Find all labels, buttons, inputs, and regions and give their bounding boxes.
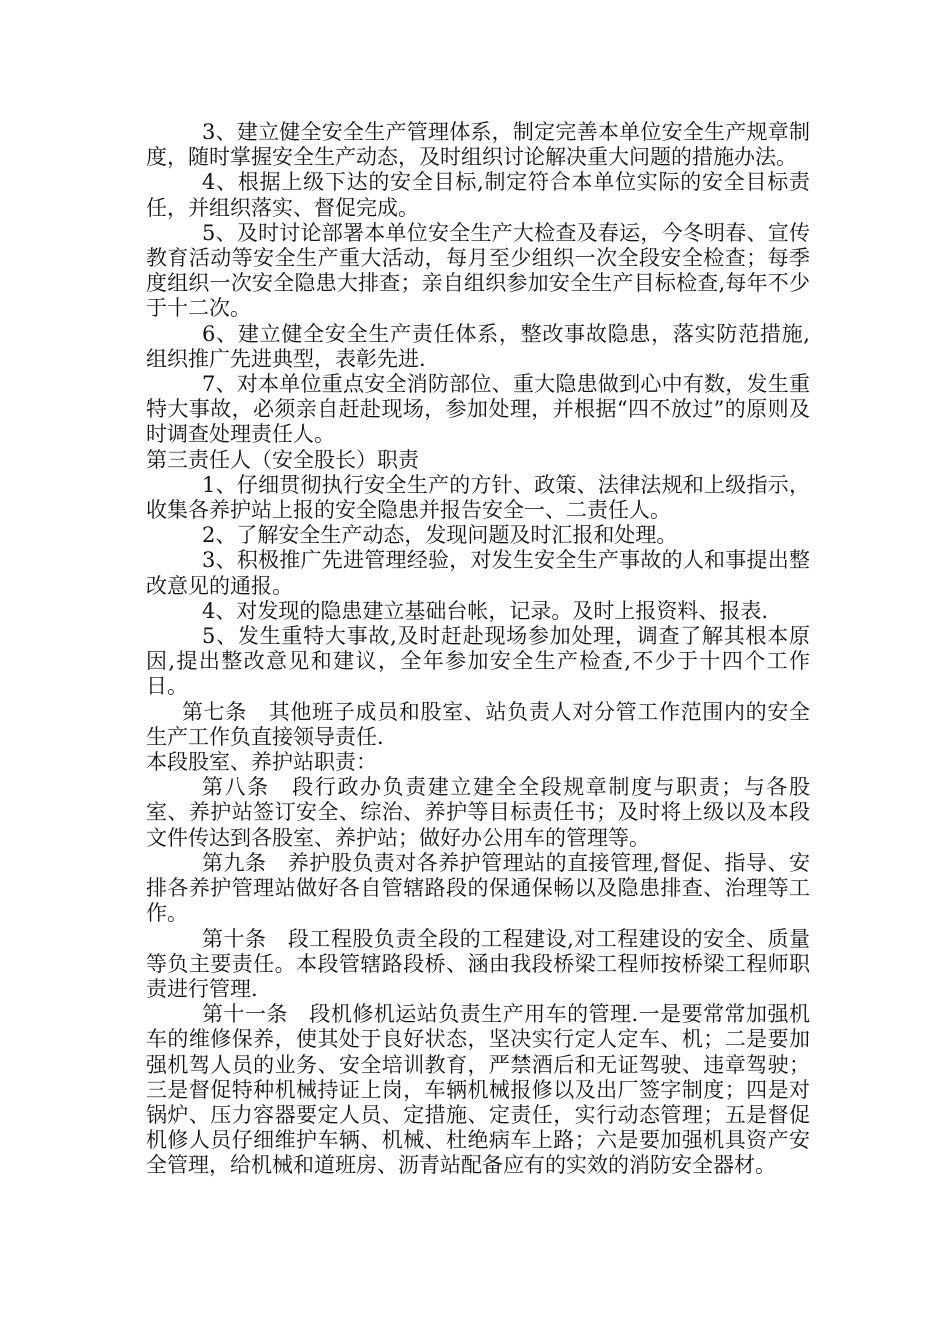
document-body [146, 120, 810, 1179]
paragraph-duty-4: 4、对发现的隐患建立基础台帐，记录。及时上报资料、报表. [202, 598, 769, 623]
paragraph-item-4-safety-targets: 4、根据上级下达的安全目标,制定符合本单位实际的安全目标责任，并组织落实、督促完成。 [146, 170, 810, 220]
article-10: 第十条 段工程股负责全段的工程建设,对工程建设的安全、质量等负主要责任。本段管辖路段桥、涵由我段桥梁工程师按桥梁工程师职责进行管理. [146, 926, 810, 1001]
article-11: 第十一条 段机修机运站负责生产用车的管理.一是要常常加强机车的维修保养，使其处于良好状态，坚决实行定人定车、机；二是要加强机驾人员的业务、安全培训教育，严禁酒后和无证驾驶、违章驾驶；三是督促特种机械持证上岗，车辆机械报修以及出厂签字制度；四是对锅炉、压力容器要定人员、定措施、定责任，实行动态管理；五是督促机修人员仔细维护车辆、机械、杜绝病车上路；六是要加强机具资产安全管理，给机械和道班房、沥青站配备应有的实效的消防安全器材。 [146, 1002, 810, 1178]
paragraph-item-5-inspections: 5、及时讨论部署本单位安全生产大检查及春运，今冬明春、宣传教育活动等安全生产重大活动，每月至少组织一次全段安全检查；每季度组织一次安全隐患大排查；亲自组织参加安全生产目标检查,每年不少于十二次。 [146, 220, 810, 321]
paragraph-item-3-responsibility-system: 3、建立健全安全生产管理体系，制定完善本单位安全生产规章制度，随时掌握安全生产动态，及时组织讨论解决重大问题的措施办法。 [146, 120, 810, 170]
section-heading-department-duties: 本段股室、养护站职责： [146, 750, 377, 775]
article-9: 第九条 养护股负责对各养护管理站的直接管理,督促、指导、安排各养护管理站做好各自管辖路段的保通保畅以及隐患排查、治理等工作。 [146, 850, 810, 926]
article-8: 第八条 段行政办负责建立建全全段规章制度与职责；与各股室、养护站签订安全、综治、养护等目标责任书；及时将上级以及本段文件传达到各股室、养护站；做好办公用车的管理等。 [146, 775, 810, 850]
section-heading-third-responsible-person: 第三责任人（安全股长）职责 [146, 447, 419, 472]
paragraph-item-6-responsibility-system: 6、建立健全安全生产责任体系，整改事故隐患，落实防范措施,组织推广先进典型，表彰先进. [146, 321, 810, 371]
paragraph-duty-2: 2、了解安全生产动态，发现问题及时汇报和处理。 [202, 523, 678, 548]
paragraph-duty-1: 1、仔细贯彻执行安全生产的方针、政策、法律法规和上级指示，收集各养护站上报的安全隐患并报告安全一、二责任人。 [146, 472, 810, 523]
article-7: 第七条 其他班子成员和股室、站负责人对分管工作范围内的安全生产工作负直接领导责任. [146, 699, 810, 749]
paragraph-duty-5: 5、发生重特大事故,及时赶赴现场参加处理，调查了解其根本原因,提出整改意见和建议，全年参加安全生产检查,不少于十四个工作日。 [146, 624, 810, 699]
paragraph-duty-3: 3、积极推广先进管理经验，对发生安全生产事故的人和事提出整改意见的通报。 [146, 548, 810, 598]
paragraph-item-7-key-hazards: 7、对本单位重点安全消防部位、重大隐患做到心中有数，发生重特大事故，必须亲自赶赴现场，参加处理，并根据“四不放过”的原则及时调查处理责任人。 [146, 372, 810, 447]
